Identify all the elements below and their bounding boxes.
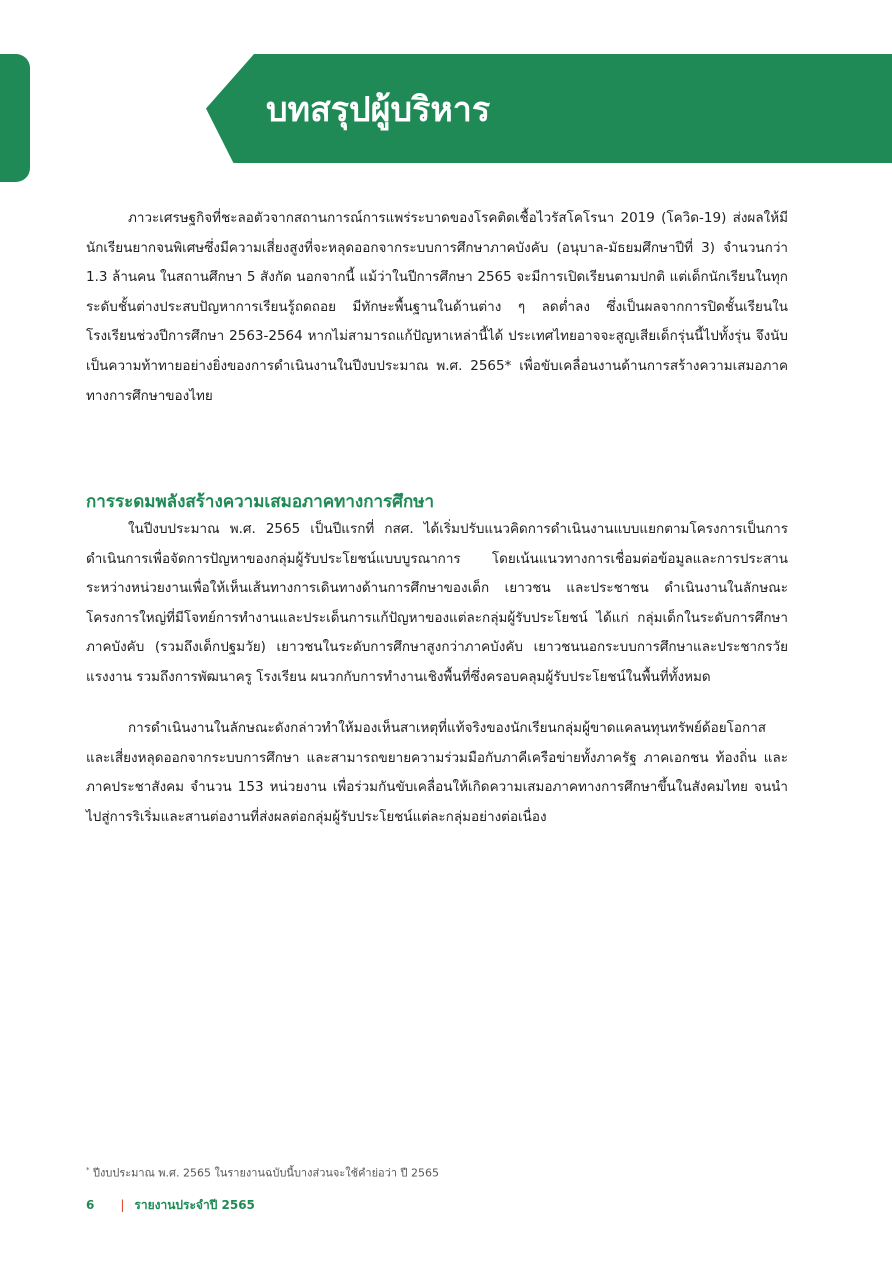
footer-report-title: รายงานประจำปี 2565 xyxy=(134,1198,255,1212)
page-number: 6 xyxy=(86,1198,95,1212)
section-paragraph-2: การดำเนินงานในลักษณะดังกล่าวทำให้มองเห็นสาเหตุที่แท้จริงของนักเรียนกลุ่มผู้ขาดแคลนทุนทรัพย์ด้อยโอกาส และเสี่ยงหลุดออกจากระบบการศึกษา และสามารถขยายความร่วมมือกับภาคีเครือข่ายทั้งภาครัฐ ภาคเอกชน ท้องถิ่น และภาคประชาสังคม จำนวน 153 หน่วยงาน เพื่อร่วมกันขับเคลื่อนให้เกิดความเสมอภาคทางการศึกษาขึ้นในสังคมไทย จนนำไปสู่การริเริ่มและสานต่องานที่ส่งผลต่อกลุ่มผู้รับประโยชน์แต่ละกลุ่มอย่างต่อเนื่อง xyxy=(86,720,788,825)
page-footer xyxy=(86,1195,255,1215)
footnote-text: ปีงบประมาณ พ.ศ. 2565 ในรายงานฉบับนี้บางส่วนจะใช้คำย่อว่า ปี 2565 xyxy=(93,1166,439,1180)
footnote xyxy=(86,1161,788,1183)
section-heading: การระดมพลังสร้างความเสมอภาคทางการศึกษา xyxy=(86,492,435,512)
footnote-marker: * xyxy=(86,1166,90,1174)
page-title: บทสรุปผู้บริหาร xyxy=(266,90,491,130)
intro-paragraph: ภาวะเศรษฐกิจที่ชะลอตัวจากสถานการณ์การแพร่ระบาดของโรคติดเชื้อไวรัสโคโรนา 2019 (โควิด-19) ส่งผลให้มีนักเรียนยากจนพิเศษซึ่งมีความเสี่ยงสูงที่จะหลุดออกจากระบบการศึกษาภาคบังคับ (อนุบาล-มัธยมศึกษาปีที่ 3) จำนวนกว่า 1.3 ล้านคน ในสถานศึกษา 5 สังกัด นอกจากนี้ แม้ว่าในปีการศึกษา 2565 จะมีการเปิดเรียนตามปกติ แต่เด็กนักเรียนในทุกระดับชั้นต่างประสบปัญหาการเรียนรู้ถดถอย มีทักษะพื้นฐานในด้านต่าง ๆ ลดต่ำลง ซึ่งเป็นผลจากการปิดชั้นเรียนในโรงเรียนช่วงปีการศึกษา 2563-2564 หากไม่สามารถแก้ปัญหาเหล่านี้ได้ ประเทศไทยอาจจะสูญเสียเด็กรุ่นนี้ไปทั้งรุ่น จึงนับเป็นความท้าทายอย่างยิ่งของการดำเนินงานในปีงบประมาณ พ.ศ. 2565* เพื่อขับเคลื่อนงานด้านการสร้างความเสมอภาคทางการศึกษาของไทย xyxy=(86,210,788,404)
section-paragraph-1: ในปีงบประมาณ พ.ศ. 2565 เป็นปีแรกที่ กสศ. ได้เริ่มปรับแนวคิดการดำเนินงานแบบแยกตามโครงการเป็นการดำเนินการเพื่อจัดการปัญหาของกลุ่มผู้รับประโยชน์แบบบูรณาการ โดยเน้นแนวทางการเชื่อมต่อข้อมูลและการประสานระหว่างหน่วยงานเพื่อให้เห็นเส้นทางการเดินทางด้านการศึกษาของเด็ก เยาวชน และประชาชน ดำเนินงานในลักษณะโครงการใหญ่ที่มีโจทย์การทำงานและประเด็นการแก้ปัญหาของแต่ละกลุ่มผู้รับประโยชน์ ได้แก่ กลุ่มเด็กในระดับการศึกษาภาคบังคับ (รวมถึงเด็กปฐมวัย) เยาวชนในระดับการศึกษาสูงกว่าภาคบังคับ เยาวชนนอกระบบการศึกษาและประชากรวัยแรงงาน รวมถึงการพัฒนาครู โรงเรียน ผนวกกับการทำงานเชิงพื้นที่ซึ่งครอบคลุมผู้รับประโยชน์ในพื้นที่ทั้งหมด xyxy=(86,521,788,685)
footer-separator: | xyxy=(120,1198,125,1212)
side-tab-decoration xyxy=(0,54,30,182)
